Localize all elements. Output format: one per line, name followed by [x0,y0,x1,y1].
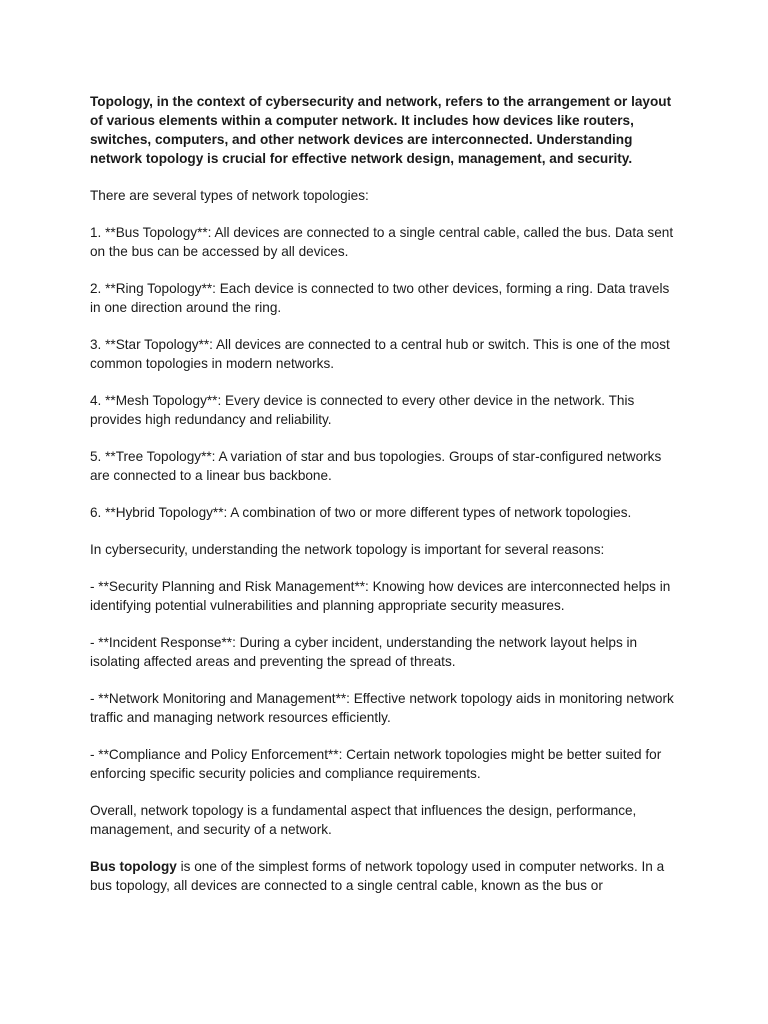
intro-paragraph: Topology, in the context of cybersecurity and network, refers to the arrangement or layout of various elements within a computer network. It includes how devices like routers, switches, computers, and other network devices are interconnected. Understanding network topology is crucial for effective network design, management, and security. [90,94,672,166]
topology-type-item: 4. **Mesh Topology**: Every device is connected to every other device in the network. This provides high redundancy and reliability. [90,393,635,427]
types-heading: There are several types of network topologies: [90,188,369,203]
topology-type-item: 1. **Bus Topology**: All devices are connected to a single central cable, called the bus. Data sent on the bus can be accessed by all devices. [90,225,674,259]
reason-item: - **Network Monitoring and Management**: Effective network topology aids in monitoring network traffic and managing network resources efficiently. [90,691,674,725]
reason-item: - **Compliance and Policy Enforcement**: Certain network topologies might be better suited for enforcing specific security policies and compliance requirements. [90,747,662,781]
topology-type-item: 2. **Ring Topology**: Each device is connected to two other devices, forming a ring. Data travels in one direction around the ring. [90,281,670,315]
topology-type-item: 6. **Hybrid Topology**: A combination of two or more different types of network topologies. [90,505,632,520]
topology-type-item: 5. **Tree Topology**: A variation of star and bus topologies. Groups of star-configured networks are connected to a linear bus backbone. [90,449,662,483]
bus-topology-term: Bus topology [90,859,177,874]
document-page [90,92,680,913]
reasons-heading: In cybersecurity, understanding the network topology is important for several reasons: [90,542,605,557]
bus-topology-paragraph [90,857,680,895]
bus-topology-text: is one of the simplest forms of network topology used in computer networks. In a bus topology, all devices are connected to a single central cable, known as the bus or [90,859,665,893]
conclusion-paragraph: Overall, network topology is a fundamental aspect that influences the design, performance, management, and security of a network. [90,803,637,837]
reason-item: - **Incident Response**: During a cyber incident, understanding the network layout helps in isolating affected areas and preventing the spread of threats. [90,635,638,669]
topology-type-item: 3. **Star Topology**: All devices are connected to a central hub or switch. This is one of the most common topologies in modern networks. [90,337,670,371]
reason-item: - **Security Planning and Risk Management**: Knowing how devices are interconnected helps in identifying potential vulnerabilities and planning appropriate security measures. [90,579,671,613]
